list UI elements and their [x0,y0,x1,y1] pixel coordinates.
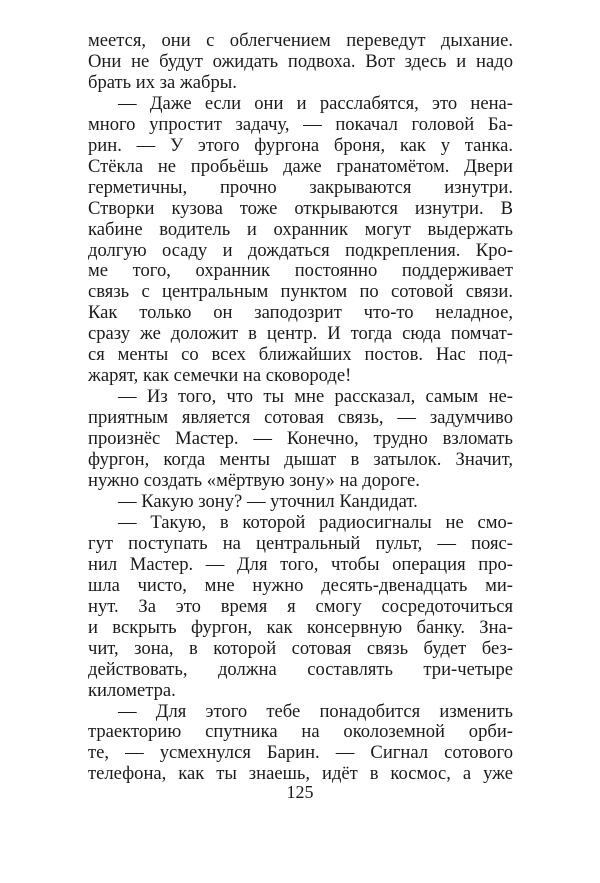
text-line: жарят, как семечки на сковороде! [88,365,352,387]
text-line: нил Мастер. — Для того, чтобы операция про- [88,553,513,575]
text-line: и вскрыть фургон, как консервную банку. Зна- [88,616,513,638]
text-line: гут поступать на центральный пульт, — пояс- [88,532,513,554]
page-body-text [88,31,513,785]
text-line: те, — усмехнулся Барин. — Сигнал сотового [88,742,513,764]
page-number: 125 [286,782,314,802]
text-line: сразу же доложит в центр. И тогда сюда помчат- [88,323,513,345]
text-line: ме того, охранник постоянно поддерживает [88,260,513,282]
text-line: — Из того, что ты мне рассказал, самым не- [118,386,513,408]
text-line: герметичны, прочно закрываются изнутри. [88,176,513,198]
text-line: рин. — У этого фургона броня, как у танка. [88,134,513,156]
text-line: кабине водитель и охранник могут выдержать [88,218,513,240]
text-line: чит, зона, в которой сотовая связь будет без- [88,637,513,659]
text-line: телефона, как ты знаешь, идёт в космос, а уже [88,763,513,785]
text-line: Как только он заподозрит что-то неладное, [88,302,513,324]
text-line: — Даже если они и расслабятся, это нена- [118,92,513,114]
text-line: — Какую зону? — уточнил Кандидат. [118,490,418,512]
text-line: Стёкла не пробьёшь даже гранатомётом. Двери [88,155,513,177]
text-line: ся менты со всех ближайших постов. Нас под- [88,344,513,366]
text-line: — Такую, в которой радиосигналы не смо- [118,511,513,533]
text-line: — Для этого тебе понадобится изменить [118,700,513,722]
text-line: много упростит задачу, — покачал головой Ба- [88,113,513,135]
text-line: брать их за жабры. [88,71,237,93]
text-line: Они не будут ожидать подвоха. Вот здесь и надо [88,50,513,72]
text-line: связь с центральным пунктом по сотовой связи. [88,281,513,303]
text-line: траекторию спутника на околоземной орби- [88,721,513,743]
text-line: действовать, должна составлять три-четыре [88,658,513,680]
text-line: нужно создать «мёртвую зону» на дороге. [88,470,420,492]
text-line: километра. [88,679,176,701]
text-line: меется, они с облегчением переведут дыхание. [88,30,513,51]
text-line: приятным является сотовая связь, — задумчиво [88,407,513,429]
text-line: фургон, когда менты дышат в затылок. Значит, [88,449,513,471]
text-line: шла чисто, мне нужно десять-двенадцать ми- [88,574,513,596]
text-line: долгую осаду и дождаться подкрепления. Кро- [88,239,513,261]
text-line: произнёс Мастер. — Конечно, трудно взломать [88,428,513,450]
text-line: нут. За это время я смогу сосредоточиться [88,595,513,617]
text-line: Створки кузова тоже открываются изнутри. В [88,197,513,219]
